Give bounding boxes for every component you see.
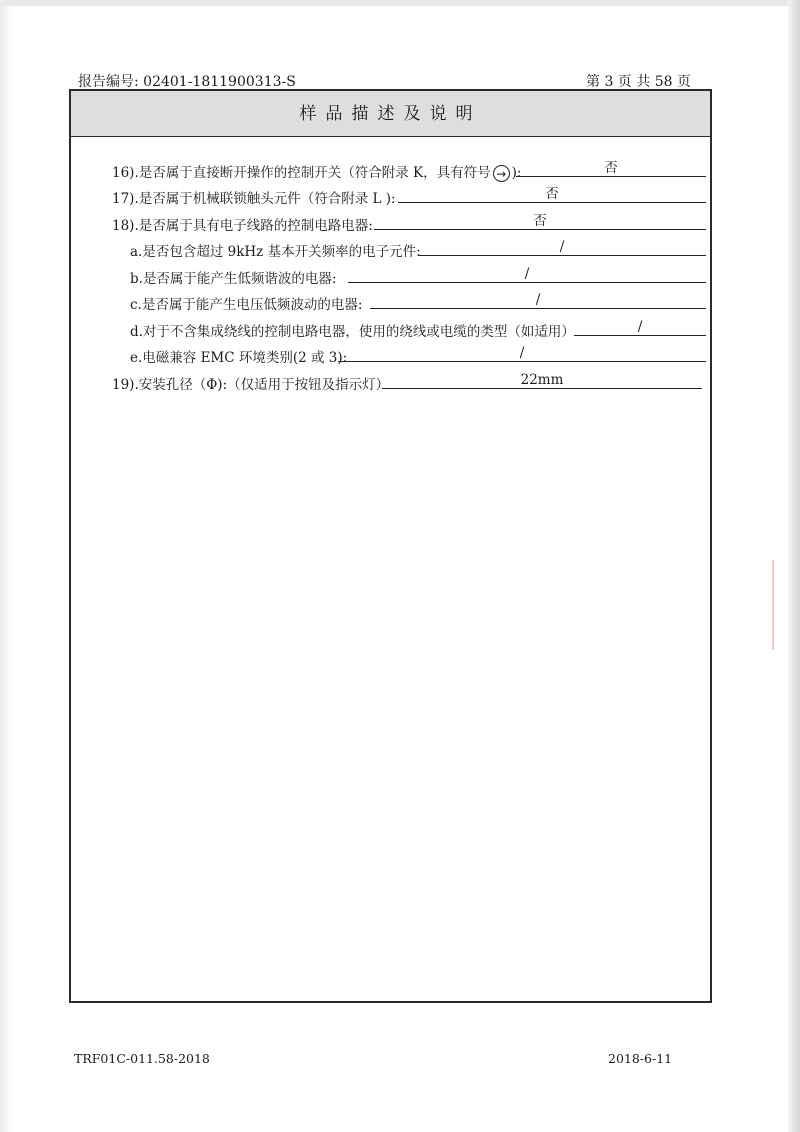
arrow-circle-icon: → bbox=[493, 165, 510, 182]
item-18: 18).是否属于具有电子线路的控制电路电器: bbox=[112, 218, 373, 234]
seal-mark bbox=[772, 560, 784, 650]
item-16-suffix: ): bbox=[511, 165, 522, 181]
item-16 bbox=[112, 161, 521, 182]
item-19-value: 22mm bbox=[382, 372, 702, 389]
item-19: 19).安装孔径（Φ):（仅适用于按钮及指示灯） bbox=[112, 377, 390, 393]
item-18a-value: / bbox=[418, 239, 706, 256]
footer-date: 2018-6-11 bbox=[608, 1051, 673, 1066]
item-18d: d.对于不含集成绕线的控制电路电器，使用的绕线或电缆的类型（如适用） bbox=[130, 324, 575, 340]
item-18-value: 否 bbox=[374, 213, 706, 230]
item-18e-value: / bbox=[338, 345, 706, 362]
scan-edge-right bbox=[788, 0, 800, 1132]
page-info: 第 3 页 共 58 页 bbox=[586, 74, 691, 90]
item-16-value: 否 bbox=[516, 160, 706, 177]
item-18c: c.是否属于能产生电压低频波动的电器: bbox=[130, 297, 363, 313]
item-17: 17).是否属于机械联锁触头元件（符合附录 L ): bbox=[112, 191, 396, 207]
item-18d-value: / bbox=[574, 319, 706, 336]
item-18e: e.电磁兼容 EMC 环境类别(2 或 3): bbox=[130, 350, 348, 366]
section-title: 样品描述及说明 bbox=[71, 91, 710, 137]
scan-shadow bbox=[0, 0, 14, 1132]
item-18b-value: / bbox=[348, 266, 706, 283]
item-18c-value: / bbox=[370, 292, 706, 309]
item-18b: b.是否属于能产生低频谐波的电器: bbox=[130, 271, 337, 287]
item-18a: a.是否包含超过 9kHz 基本开关频率的电子元件: bbox=[130, 244, 421, 260]
scan-edge bbox=[0, 0, 800, 6]
report-number: 报告编号: 02401-1811900313-S bbox=[78, 74, 296, 90]
item-16-label: 16).是否属于直接断开操作的控制开关（符合附录 K，具有符号 bbox=[112, 165, 491, 181]
form-number: TRF01C-011.58-2018 bbox=[74, 1051, 210, 1066]
item-17-value: 否 bbox=[398, 186, 706, 203]
